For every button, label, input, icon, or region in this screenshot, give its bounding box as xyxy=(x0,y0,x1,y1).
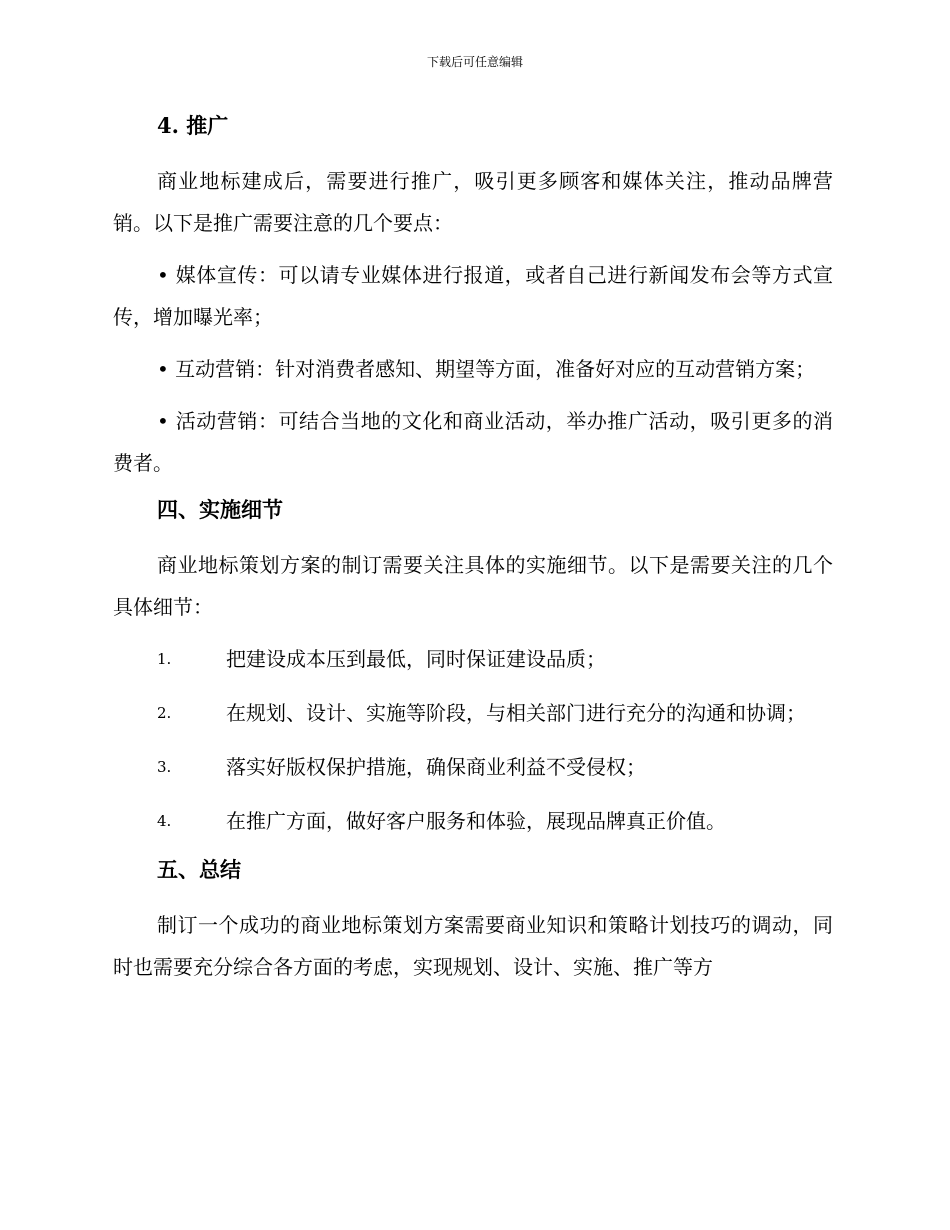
numbered-item xyxy=(113,746,833,788)
bullet-item: • 互动营销：针对消费者感知、期望等方面，准备好对应的互动营销方案； xyxy=(157,357,816,381)
section-heading-implementation: 四、实施细节 xyxy=(157,497,283,522)
bullet-item: • 媒体宣传：可以请专业媒体进行报道，或者自己进行新闻发布会等方式宣传，增加曝光率； xyxy=(113,263,833,329)
section-heading-promotion: 4. 推广 xyxy=(157,113,229,138)
bullet-item: • 活动营销：可结合当地的文化和商业活动，举办推广活动，吸引更多的消费者。 xyxy=(113,409,833,475)
item-number: 4. xyxy=(157,812,172,830)
numbered-item xyxy=(113,638,833,680)
item-number: 3. xyxy=(157,758,172,776)
item-text: 把建设成本压到最低，同时保证建设品质； xyxy=(226,647,606,671)
item-text: 落实好版权保护措施，确保商业利益不受侵权； xyxy=(226,755,646,779)
section-heading-summary: 五、总结 xyxy=(157,857,241,882)
item-text: 在规划、设计、实施等阶段，与相关部门进行充分的沟通和协调； xyxy=(226,701,806,725)
page-header: 下载后可任意编辑 xyxy=(426,55,523,69)
numbered-item xyxy=(113,692,833,734)
item-text: 在推广方面，做好客户服务和体验，展现品牌真正价值。 xyxy=(226,809,726,833)
item-number: 2. xyxy=(157,704,172,722)
paragraph: 制订一个成功的商业地标策划方案需要商业知识和策略计划技巧的调动，同时也需要充分综合各方面的考虑，实现规划、设计、实施、推广等方 xyxy=(113,913,833,979)
paragraph: 商业地标策划方案的制订需要关注具体的实施细节。以下是需要关注的几个具体细节： xyxy=(113,553,833,619)
item-number: 1. xyxy=(157,650,172,668)
document-body xyxy=(113,110,833,998)
paragraph: 商业地标建成后，需要进行推广，吸引更多顾客和媒体关注，推动品牌营销。以下是推广需要注意的几个要点： xyxy=(113,169,833,235)
numbered-item xyxy=(113,800,833,842)
